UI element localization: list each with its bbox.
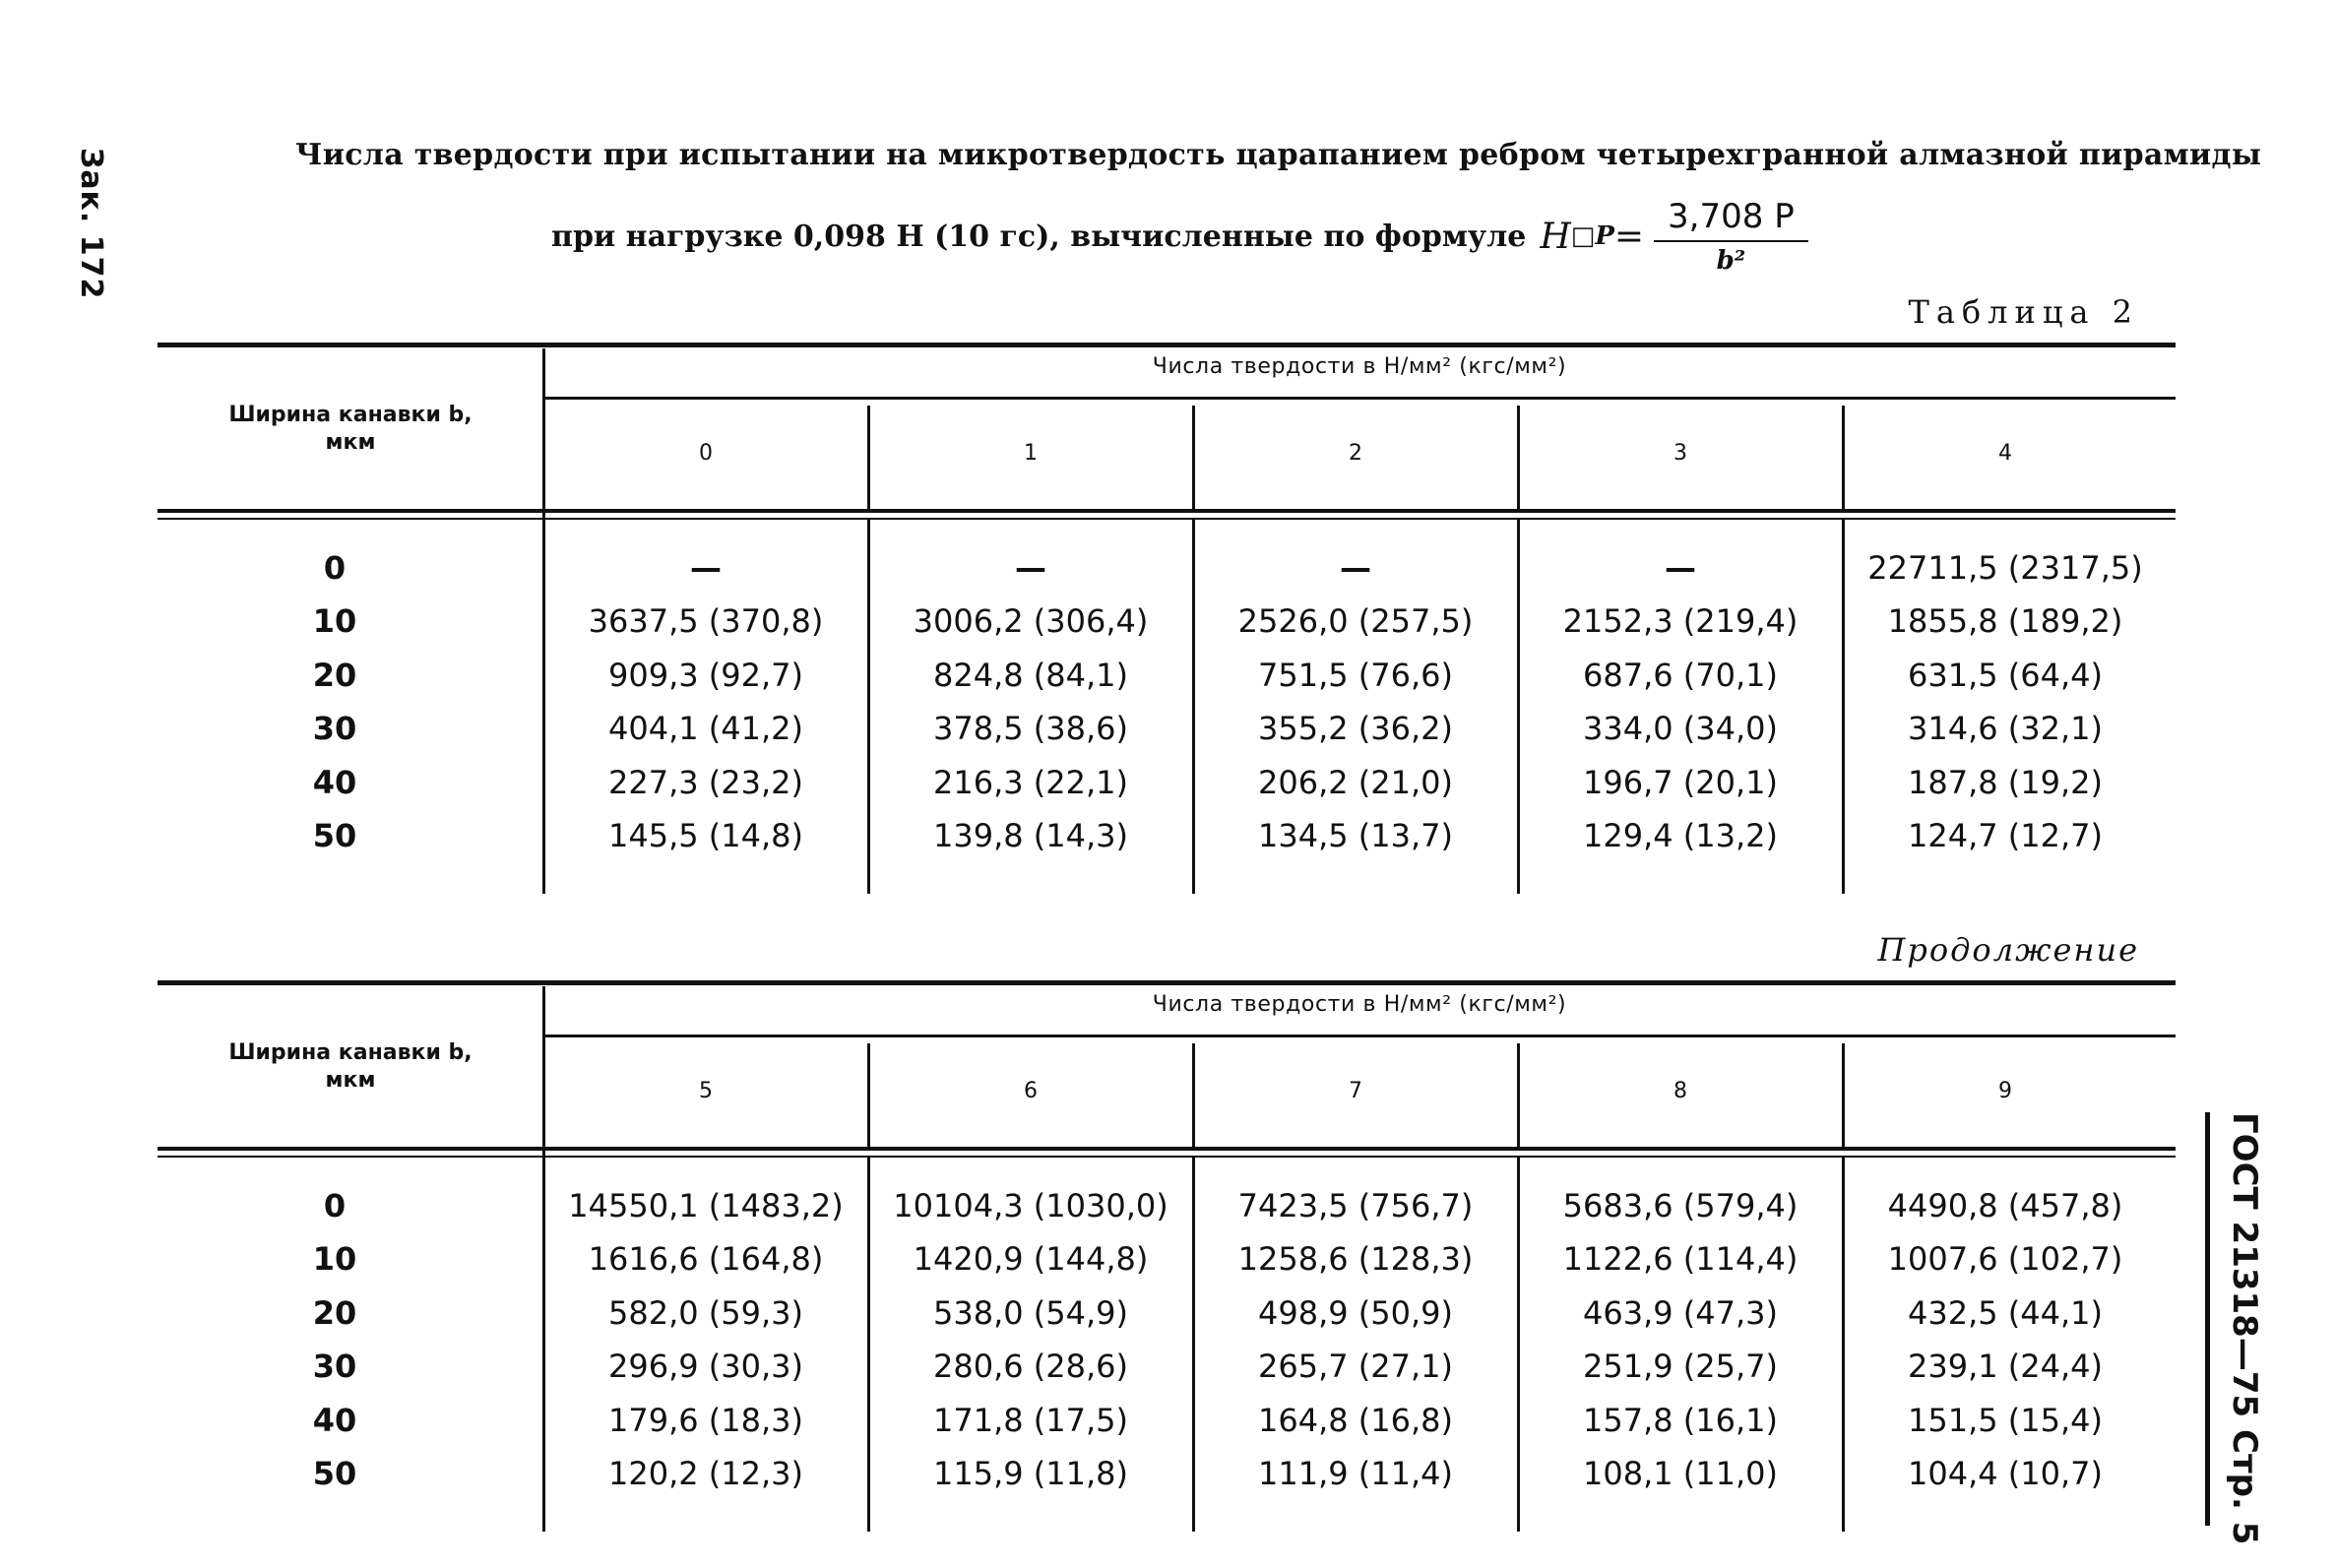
- column-rule: [867, 1043, 870, 1147]
- table-body: [158, 1187, 2176, 1508]
- table-row: [158, 1348, 2176, 1401]
- hardness-table-2: [158, 980, 2176, 1532]
- hardness-value-cell: 157,8 (16,1): [1583, 1401, 1778, 1439]
- hardness-value-cell: 5683,6 (579,4): [1562, 1187, 1799, 1224]
- hardness-value-cell: 582,0 (59,3): [608, 1293, 803, 1332]
- column-rule: [542, 348, 545, 894]
- column-header: 1: [1024, 441, 1038, 466]
- table-top-rule: [158, 343, 2176, 347]
- column-rule: [867, 520, 870, 894]
- groove-width-cell: 40: [312, 1401, 357, 1439]
- column-rule: [1192, 520, 1195, 894]
- group-rule: [543, 1035, 2176, 1037]
- table-body: [158, 549, 2176, 870]
- groove-width-cell: 50: [312, 816, 357, 854]
- column-rule: [867, 406, 870, 509]
- hardness-value-cell: 145,5 (14,8): [608, 816, 803, 854]
- hardness-value-cell: —: [1665, 549, 1696, 587]
- caption-line-1: Числа твердости при испытании на микротвердость царапанием ребром четырехгранной алмазной пирамиды: [295, 138, 2262, 172]
- hardness-value-cell: 1616,6 (164,8): [588, 1240, 824, 1279]
- hardness-value-cell: 179,6 (18,3): [608, 1401, 803, 1439]
- hardness-value-cell: 1258,6 (128,3): [1237, 1240, 1474, 1279]
- table-row: [158, 602, 2176, 656]
- hardness-value-cell: 151,5 (15,4): [1908, 1401, 2103, 1439]
- hardness-value-cell: 3637,5 (370,8): [588, 602, 824, 641]
- hardness-value-cell: 227,3 (23,2): [608, 763, 803, 801]
- column-header: 6: [1024, 1079, 1038, 1103]
- table-row: [158, 764, 2176, 817]
- row-header-label-line-2: мкм: [325, 1068, 376, 1093]
- groove-width-cell: 30: [312, 1348, 357, 1386]
- hardness-value-cell: —: [1015, 549, 1046, 587]
- groove-width-cell: 40: [312, 763, 357, 801]
- column-group-label: Числа твердости в Н/мм² (кгс/мм²): [1152, 992, 1567, 1017]
- groove-width-cell: 50: [312, 1454, 357, 1492]
- hardness-value-cell: 187,8 (19,2): [1908, 763, 2103, 801]
- groove-width-cell: 0: [323, 549, 347, 587]
- hardness-value-cell: 216,3 (22,1): [933, 763, 1128, 801]
- hardness-table-1: [158, 343, 2176, 894]
- column-rule: [1517, 520, 1520, 894]
- hardness-value-cell: 206,2 (21,0): [1258, 763, 1453, 801]
- formula-numerator: 3,708 P: [1654, 197, 1808, 242]
- row-header-label-line-2: мкм: [325, 430, 376, 455]
- hardness-value-cell: —: [1340, 549, 1371, 587]
- formula-fraction: [1654, 197, 1808, 276]
- formula-subscript: □P: [1570, 221, 1614, 251]
- table-row: [158, 1240, 2176, 1293]
- hardness-formula: [1540, 197, 1807, 276]
- hardness-value-cell: 115,9 (11,8): [933, 1454, 1128, 1492]
- hardness-value-cell: 251,9 (25,7): [1583, 1348, 1778, 1386]
- groove-width-cell: 30: [312, 710, 357, 748]
- formula-denominator: b²: [1716, 246, 1746, 276]
- hardness-value-cell: 1855,8 (189,2): [1887, 602, 2123, 641]
- header-separator-thin: [158, 518, 2176, 520]
- hardness-value-cell: 4490,8 (457,8): [1887, 1187, 2123, 1224]
- hardness-value-cell: 3006,2 (306,4): [913, 602, 1149, 641]
- column-rule: [1842, 1043, 1845, 1147]
- column-rule: [1192, 1043, 1195, 1147]
- column-group-label: Числа твердости в Н/мм² (кгс/мм²): [1152, 354, 1567, 379]
- column-rule: [867, 1158, 870, 1532]
- hardness-value-cell: 355,2 (36,2): [1258, 710, 1453, 748]
- groove-width-cell: 20: [312, 656, 357, 694]
- column-header: 9: [1998, 1079, 2012, 1103]
- hardness-value-cell: 334,0 (34,0): [1583, 710, 1778, 748]
- hardness-value-cell: 314,6 (32,1): [1908, 710, 2103, 748]
- table-top-rule: [158, 980, 2176, 985]
- table-row: [158, 1294, 2176, 1348]
- column-header: 4: [1998, 441, 2012, 466]
- row-header-label-line-1: Ширина канавки b,: [228, 1040, 473, 1065]
- table-row: [158, 657, 2176, 710]
- column-header: 0: [699, 441, 713, 466]
- standard-page-number: ГОСТ 21318—75 Стр. 5: [2225, 1112, 2264, 1545]
- hardness-value-cell: 909,3 (92,7): [608, 656, 803, 694]
- column-rule: [542, 986, 545, 1532]
- hardness-value-cell: 10104,3 (1030,0): [893, 1187, 1168, 1224]
- caption-line-2: [551, 187, 1795, 285]
- row-header-label: [158, 402, 543, 457]
- right-margin-footer: [2205, 1112, 2264, 1545]
- hardness-value-cell: 7423,5 (756,7): [1237, 1187, 1474, 1224]
- table-row: [158, 1187, 2176, 1240]
- column-header: 3: [1673, 441, 1687, 466]
- hardness-value-cell: 164,8 (16,8): [1258, 1401, 1453, 1439]
- table-label: Таблица 2: [1908, 293, 2139, 331]
- formula-lhs: H: [1540, 216, 1571, 257]
- groove-width-cell: 0: [323, 1187, 347, 1224]
- column-header: 8: [1673, 1079, 1687, 1103]
- hardness-value-cell: 129,4 (13,2): [1583, 816, 1778, 854]
- hardness-value-cell: 124,7 (12,7): [1908, 816, 2103, 854]
- hardness-value-cell: 108,1 (11,0): [1583, 1454, 1778, 1492]
- hardness-value-cell: 2526,0 (257,5): [1237, 602, 1474, 641]
- column-rule: [1517, 406, 1520, 509]
- hardness-value-cell: 378,5 (38,6): [933, 710, 1128, 748]
- hardness-value-cell: 1007,6 (102,7): [1887, 1240, 2123, 1279]
- hardness-value-cell: 171,8 (17,5): [933, 1401, 1128, 1439]
- groove-width-cell: 20: [312, 1293, 357, 1332]
- hardness-value-cell: 139,8 (14,3): [933, 816, 1128, 854]
- table-row: [158, 549, 2176, 602]
- column-rule: [1842, 520, 1845, 894]
- order-number: Зак. 172: [74, 148, 108, 300]
- column-rule: [1517, 1043, 1520, 1147]
- table-row: [158, 1455, 2176, 1508]
- column-header: 5: [699, 1079, 713, 1103]
- hardness-value-cell: 120,2 (12,3): [608, 1454, 803, 1492]
- hardness-value-cell: 538,0 (54,9): [933, 1293, 1128, 1332]
- column-rule: [1192, 1158, 1195, 1532]
- hardness-value-cell: 104,4 (10,7): [1908, 1454, 2103, 1492]
- column-rule: [1517, 1158, 1520, 1532]
- hardness-value-cell: 824,8 (84,1): [933, 656, 1128, 694]
- formula-equals: =: [1613, 216, 1645, 257]
- table-row: [158, 1402, 2176, 1455]
- hardness-value-cell: 2152,3 (219,4): [1562, 602, 1799, 641]
- hardness-value-cell: 22711,5 (2317,5): [1867, 549, 2143, 587]
- footer-bar: [2205, 1112, 2210, 1526]
- table-row: [158, 817, 2176, 870]
- table-row: [158, 710, 2176, 763]
- hardness-value-cell: 751,5 (76,6): [1258, 656, 1453, 694]
- hardness-value-cell: 498,9 (50,9): [1258, 1293, 1453, 1332]
- column-header: 2: [1349, 441, 1362, 466]
- hardness-value-cell: 463,9 (47,3): [1583, 1293, 1778, 1332]
- groove-width-cell: 10: [312, 602, 357, 641]
- hardness-value-cell: 631,5 (64,4): [1908, 656, 2103, 694]
- groove-width-cell: 10: [312, 1240, 357, 1279]
- group-rule: [543, 397, 2176, 400]
- column-rule: [1842, 406, 1845, 509]
- column-rule: [1192, 406, 1195, 509]
- column-header: 7: [1349, 1079, 1362, 1103]
- hardness-value-cell: 404,1 (41,2): [608, 710, 803, 748]
- hardness-value-cell: 196,7 (20,1): [1583, 763, 1778, 801]
- hardness-value-cell: 1420,9 (144,8): [913, 1240, 1149, 1279]
- column-rule: [1842, 1158, 1845, 1532]
- hardness-value-cell: 1122,6 (114,4): [1562, 1240, 1799, 1279]
- hardness-value-cell: 280,6 (28,6): [933, 1348, 1128, 1386]
- hardness-value-cell: 134,5 (13,7): [1258, 816, 1453, 854]
- header-separator: [158, 1147, 2176, 1151]
- hardness-value-cell: 239,1 (24,4): [1908, 1348, 2103, 1386]
- hardness-value-cell: —: [690, 549, 722, 587]
- header-separator-thin: [158, 1156, 2176, 1158]
- row-header-label-line-1: Ширина канавки b,: [228, 403, 473, 427]
- hardness-value-cell: 14550,1 (1483,2): [568, 1187, 844, 1224]
- hardness-value-cell: 265,7 (27,1): [1258, 1348, 1453, 1386]
- header-separator: [158, 509, 2176, 513]
- continuation-label: Продолжение: [1877, 931, 2139, 969]
- hardness-value-cell: 432,5 (44,1): [1908, 1293, 2103, 1332]
- hardness-value-cell: 111,9 (11,4): [1258, 1454, 1453, 1492]
- hardness-value-cell: 687,6 (70,1): [1583, 656, 1778, 694]
- caption-line-2-text: при нагрузке 0,098 Н (10 гс), вычисленные по формуле: [551, 219, 1527, 254]
- hardness-value-cell: 296,9 (30,3): [608, 1348, 803, 1386]
- row-header-label: [158, 1039, 543, 1095]
- left-margin-note: [59, 148, 158, 345]
